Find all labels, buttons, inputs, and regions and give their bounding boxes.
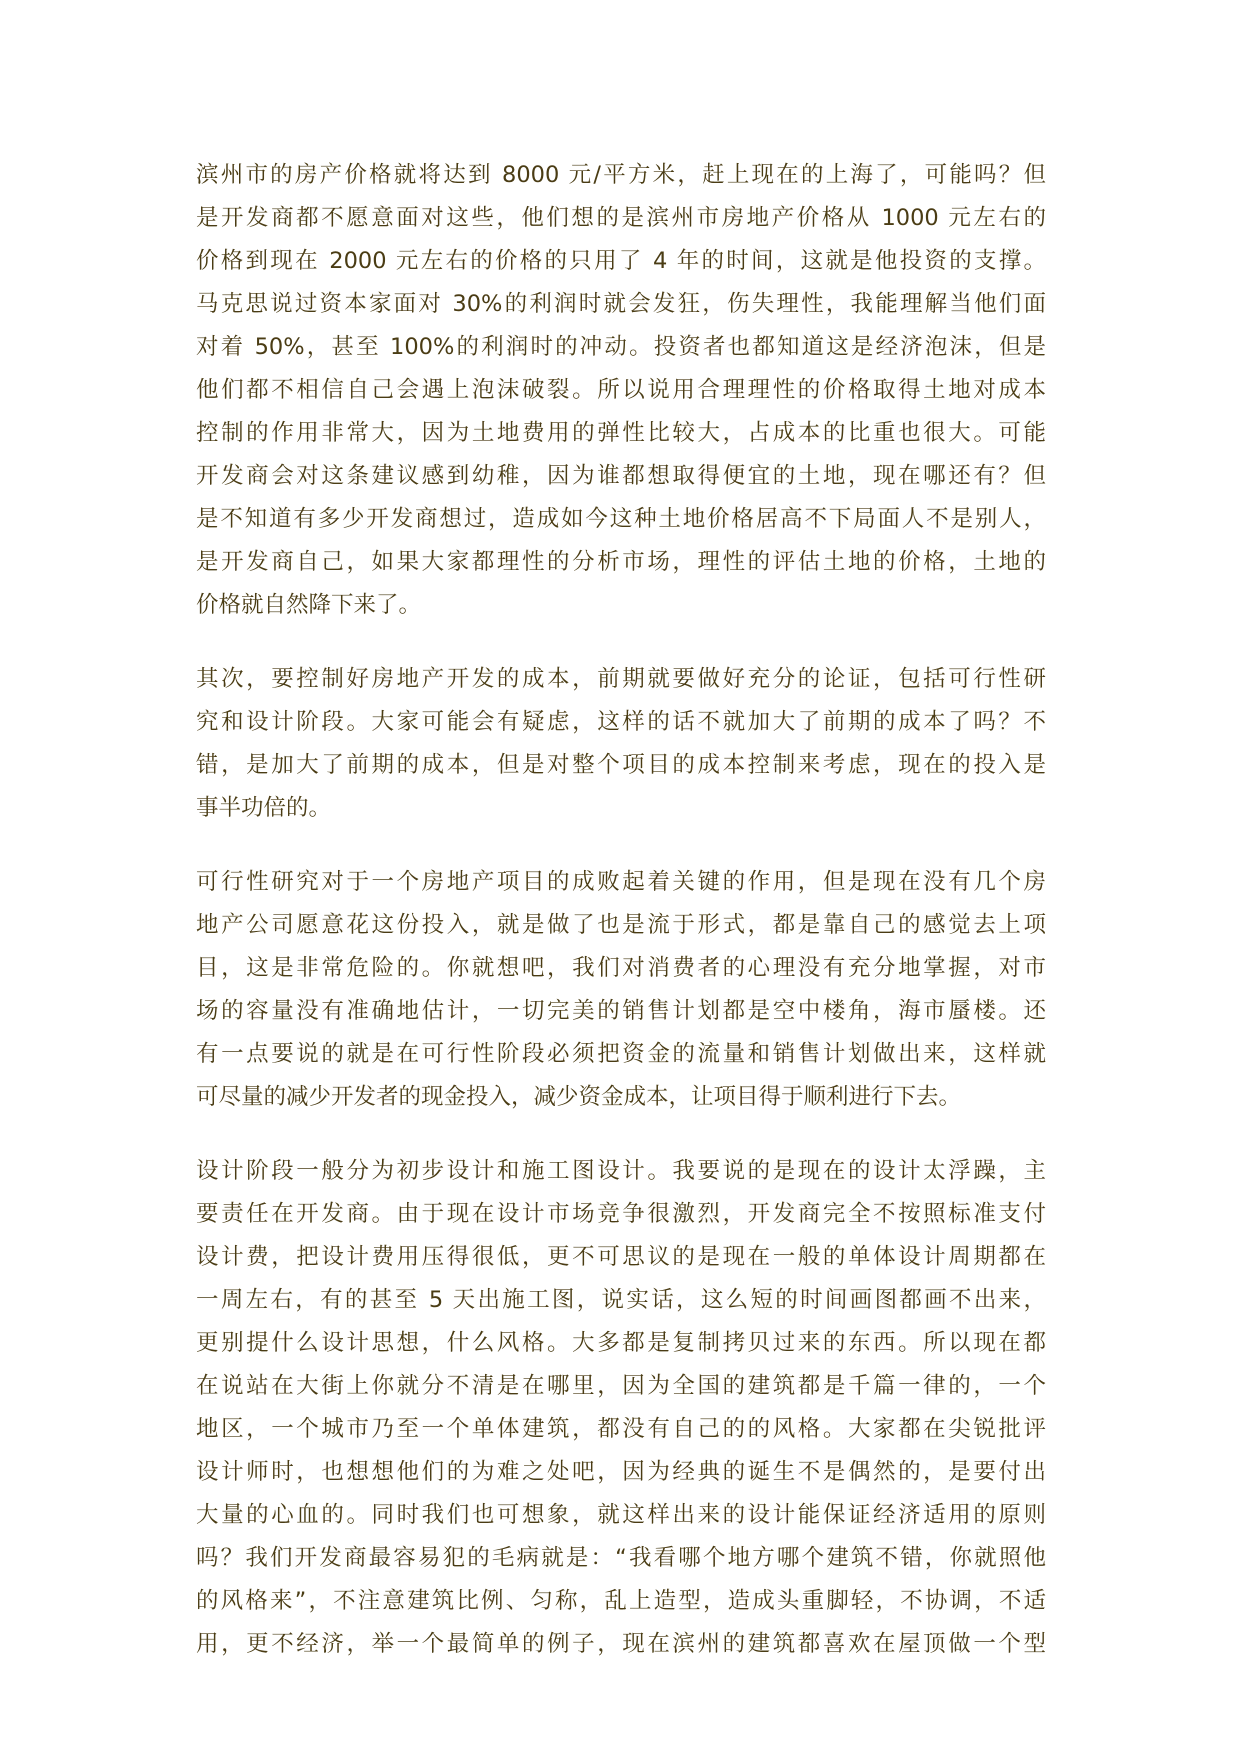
- text-line: 地产公司愿意花这份投入，就是做了也是流于形式，都是靠自己的感觉去上项: [196, 912, 1046, 938]
- text-line: 设计费，把设计费用压得很低，更不可思议的是现在一般的单体设计周期都在: [196, 1244, 1046, 1270]
- text-line: 控制的作用非常大，因为土地费用的弹性比较大，占成本的比重也很大。可能: [196, 420, 1046, 446]
- text-line: 场的容量没有准确地估计，一切完美的销售计划都是空中楼角，海市蜃楼。还: [196, 998, 1046, 1024]
- text-line: 有一点要说的就是在可行性阶段必须把资金的流量和销售计划做出来，这样就: [196, 1041, 1046, 1067]
- text-line: 其次，要控制好房地产开发的成本，前期就要做好充分的论证，包括可行性研: [196, 666, 1046, 692]
- text-line: 马克思说过资本家面对 30%的利润时就会发狂，伤失理性，我能理解当他们面: [196, 291, 1046, 317]
- text-line: 大量的心血的。同时我们也可想象，就这样出来的设计能保证经济适用的原则: [196, 1502, 1046, 1528]
- text-line: 是开发商都不愿意面对这些，他们想的是滨州市房地产价格从 1000 元左右的: [196, 205, 1046, 231]
- text-line: 错，是加大了前期的成本，但是对整个项目的成本控制来考虑，现在的投入是: [196, 752, 1046, 778]
- paragraph-design-phase: [196, 1150, 1046, 1666]
- text-line: 用，更不经济，举一个最简单的例子，现在滨州的建筑都喜欢在屋顶做一个型: [196, 1631, 1046, 1657]
- text-line: 设计师时，也想想他们的为难之处吧，因为经典的诞生不是偶然的，是要付出: [196, 1459, 1046, 1485]
- text-line: 的风格来”，不注意建筑比例、匀称，乱上造型，造成头重脚轻，不协调，不适: [196, 1588, 1046, 1614]
- text-line: 事半功倍的。: [196, 795, 332, 821]
- text-line: 是不知道有多少开发商想过，造成如今这种土地价格居高不下局面人不是别人，: [196, 506, 1046, 532]
- paragraph-feasibility-study: [196, 861, 1046, 1119]
- text-line: 更别提什么设计思想，什么风格。大多都是复制拷贝过来的东西。所以现在都: [196, 1330, 1046, 1356]
- text-line: 滨州市的房产价格就将达到 8000 元/平方米，赶上现在的上海了，可能吗？但: [196, 162, 1046, 188]
- text-line: 对着 50%，甚至 100%的利润时的冲动。投资者也都知道这是经济泡沫，但是: [196, 334, 1046, 360]
- text-line: 可行性研究对于一个房地产项目的成败起着关键的作用，但是现在没有几个房: [196, 869, 1046, 895]
- text-line: 吗？我们开发商最容易犯的毛病就是：“我看哪个地方哪个建筑不错，你就照他: [196, 1545, 1046, 1571]
- text-line: 目，这是非常危险的。你就想吧，我们对消费者的心理没有充分地掌握，对市: [196, 955, 1046, 981]
- text-line: 价格到现在 2000 元左右的价格的只用了 4 年的时间，这就是他投资的支撑。: [196, 248, 1046, 274]
- document-body: [196, 154, 1046, 1697]
- text-line: 可尽量的减少开发者的现金投入，减少资金成本，让项目得于顺利进行下去。: [196, 1084, 962, 1110]
- paragraph-preliminary-work: [196, 658, 1046, 830]
- text-line: 地区，一个城市乃至一个单体建筑，都没有自己的的风格。大家都在尖锐批评: [196, 1416, 1046, 1442]
- paragraph-land-price: [196, 154, 1046, 627]
- text-line: 一周左右，有的甚至 5 天出施工图，说实话，这么短的时间画图都画不出来，: [196, 1287, 1046, 1313]
- text-line: 要责任在开发商。由于现在设计市场竞争很激烈，开发商完全不按照标准支付: [196, 1201, 1046, 1227]
- text-line: 是开发商自己，如果大家都理性的分析市场，理性的评估土地的价格，土地的: [196, 549, 1046, 575]
- text-line: 在说站在大街上你就分不清是在哪里，因为全国的建筑都是千篇一律的，一个: [196, 1373, 1046, 1399]
- text-line: 究和设计阶段。大家可能会有疑虑，这样的话不就加大了前期的成本了吗？不: [196, 709, 1046, 735]
- text-line: 设计阶段一般分为初步设计和施工图设计。我要说的是现在的设计太浮躁，主: [196, 1158, 1046, 1184]
- text-line: 价格就自然降下来了。: [196, 592, 422, 618]
- text-line: 他们都不相信自己会遇上泡沫破裂。所以说用合理理性的价格取得土地对成本: [196, 377, 1046, 403]
- text-line: 开发商会对这条建议感到幼稚，因为谁都想取得便宜的土地，现在哪还有？但: [196, 463, 1046, 489]
